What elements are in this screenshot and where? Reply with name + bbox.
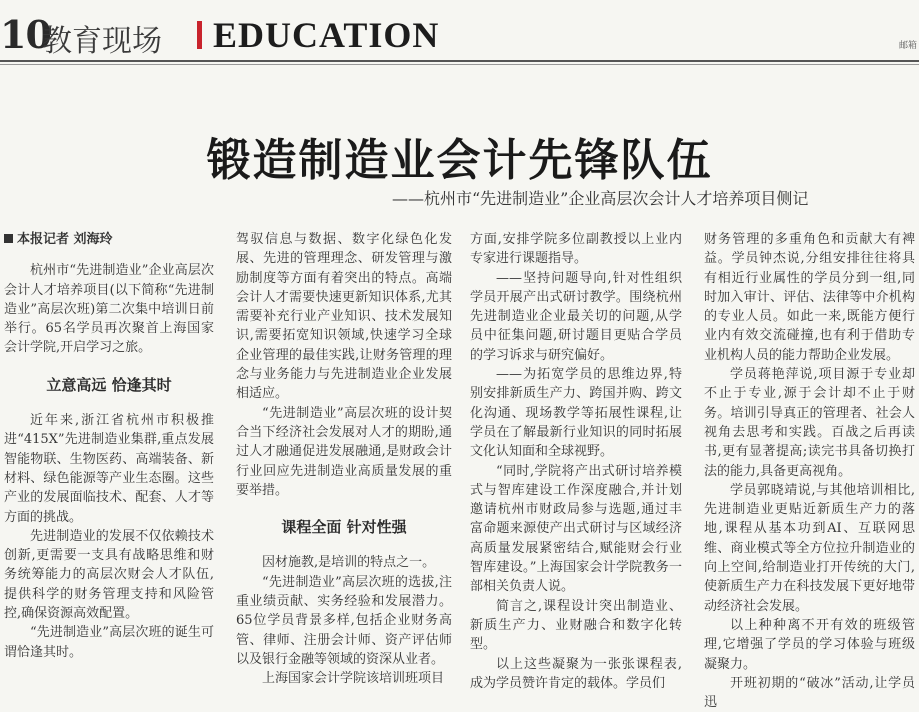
section-subhead: 立意高远 恰逢其时 [46, 375, 172, 394]
paragraph: “先进制造业”高层次班的选拔,注重业绩贡献、实务经验和发展潜力。65位学员背景多样,包括企业财务高管、律师、注册会计师、资产评估师以及银行金融等领域的资深从业者。 [236, 574, 452, 667]
byline-text: 本报记者 刘海玲 [17, 232, 113, 247]
paragraph: 先进制造业的发展不仅依赖技术创新,更需要一支具有战略思维和财务统筹能力的高层次财会人才队伍,提供科学的财务管理支持和风险管控,确保资源高效配置。 [4, 528, 214, 622]
article-column-4 [704, 230, 915, 712]
paragraph: ——坚持问题导向,针对性组织学员开展产出式研讨教学。围绕杭州先进制造业企业最关切的问题,从学员中征集问题,研讨题目更贴合学员的学习诉求与研究偏好。 [470, 270, 682, 363]
paragraph: 以上种种离不开有效的班级管理,它增强了学员的学习体验与班级凝聚力。 [704, 617, 915, 672]
paragraph: “先进制造业”高层次班的诞生可谓恰逢其时。 [4, 625, 214, 660]
paragraph: 因材施教,是培训的特点之一。 [262, 555, 436, 571]
header-rule [0, 60, 919, 62]
paragraph: 开班初期的“破冰”活动,让学员迅 [704, 675, 915, 711]
section-title-cn: 教育现场 [42, 24, 162, 59]
paragraph: “先进制造业”高层次班的设计契合当下经济社会发展对人才的期盼,通过人才融通促进发展融通,是财政会计行业回应先进制造业高质量发展的重要举措。 [236, 405, 452, 498]
section-divider-bar [197, 21, 202, 49]
section-title-en: EDUCATION [213, 15, 440, 55]
article-column-3 [470, 230, 682, 693]
paragraph: 简言之,课程设计突出制造业、新质生产力、业财融合和数字化转型。 [470, 598, 682, 653]
article-column-1 [4, 230, 214, 662]
paragraph: 财务管理的多重角色和贡献大有裨益。学员钟杰说,分组安排往往将具有相近行业属性的学员分到一组,同时加入审计、评估、法律等中介机构的专业人员。如此一来,既能方便行业内有效交流碰撞,也有利于借助专业机构人员的能力帮助企业发展。 [704, 232, 915, 363]
paragraph: 以上这些凝聚为一张张课程表,成为学员赞许肯定的载体。学员们 [470, 656, 682, 691]
paragraph: ——为拓宽学员的思维边界,特别安排新质生产力、跨国并购、跨文化沟通、现场教学等拓展性课程,让学员在了解最新行业知识的同时拓展文化认知面和全球视野。 [470, 367, 682, 460]
paragraph: “同时,学院将产出式研讨培养模式与智库建设工作深度融合,并计划邀请杭州市财政局参与选题,通过丰富命题来源使产出式研讨与区域经济高质量发展紧密结合,赋能财会行业智库建设。”上海国家会计学院教务一部相关负责人说。 [470, 463, 682, 595]
paragraph: 上海国家会计学院该培训班项目 [262, 671, 445, 687]
edition-tag: 邮箱 [898, 41, 917, 51]
paragraph: 学员郭晓靖说,与其他培训相比,先进制造业更贴近新质生产力的落地,课程从基本功到AI、互联网思维、商业模式等全方位拉升制造业的向上空间,给制造业打开传统的大门,使新质生产力在科技发展下更好地带动经济社会发展。 [704, 482, 915, 614]
paragraph: 近年来,浙江省杭州市积极推进“415X”先进制造业集群,重点发展智能物联、生物医药、高端装备、新材料、绿色能源等产业生态圈。这些产业的发展面临技术、配套、人才等方面的挑战。 [4, 413, 214, 525]
header-rule-thin [0, 64, 919, 65]
section-subhead: 课程全面 针对性强 [281, 518, 407, 537]
article-column-2 [236, 230, 452, 689]
article-subheadline: ——杭州市“先进制造业”企业高层次会计人才培养项目侧记 [392, 189, 809, 208]
page-number: 10 [0, 12, 51, 57]
paragraph: 驾驭信息与数据、数字化绿色化发展、先进的管理理念、研发管理与激励制度等方面有着突出的特点。高端会计人才需要快速更新知识体系,尤其需要补充行业产业知识、技术发展知识,需要拓宽知识领域,快速学习全球企业管理的最佳实践,让财务管理的理念与业务能力与先进制造业企业发展相适应。 [236, 232, 452, 402]
paragraph: 学员蒋艳萍说,项目源于专业却不止于专业,源于会计却不止于财务。培训引导真正的管理者、社会人视角去思考和实践。百战之后再读书,更有显著提高;读完书具备切换打法的能力,具备更高视角。 [704, 367, 915, 479]
article-headline: 锻造制造业会计先锋队伍 [206, 135, 713, 186]
paragraph: 杭州市“先进制造业”企业高层次会计人才培养项目(以下简称“先进制造业”高层次班)第二次集中培训日前举行。65名学员再次聚首上海国家会计学院,开启学习之旅。 [4, 263, 214, 356]
paragraph: 方面,安排学院多位副教授以上业内专家进行课题指导。 [470, 232, 682, 267]
byline [4, 230, 214, 249]
byline-square-icon [4, 234, 13, 243]
masthead [0, 0, 919, 58]
